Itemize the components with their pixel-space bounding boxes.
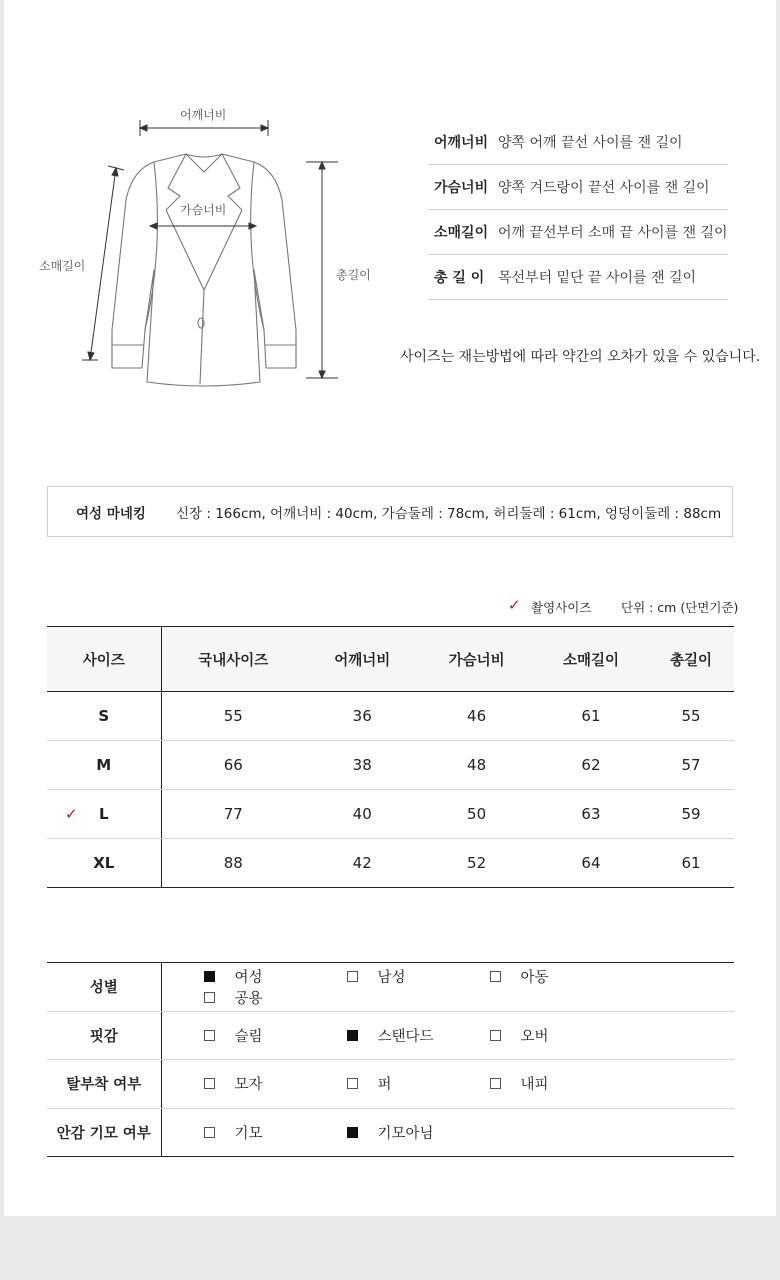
definition-row <box>428 165 728 210</box>
table-row <box>47 790 734 839</box>
option-fur <box>347 1073 490 1094</box>
definition-term: 어깨너비 <box>434 135 489 151</box>
measurement-definitions <box>428 120 728 300</box>
option-label: 오버 <box>520 1028 549 1045</box>
option-male <box>347 966 490 987</box>
checkbox-icon <box>490 1030 501 1041</box>
checkbox-icon <box>490 971 501 982</box>
definition-term: 총 길 이 <box>434 270 485 286</box>
attribute-label: 안감 기모 여부 <box>47 1108 161 1157</box>
option-unisex <box>204 987 347 1008</box>
diagram-sleeve-label: 소매길이 <box>39 259 86 273</box>
checkbox-icon <box>204 1030 215 1041</box>
attribute-row-fit <box>47 1011 734 1060</box>
header-cell: 총길이 <box>648 627 734 692</box>
option-fleece <box>204 1122 347 1143</box>
table-row <box>47 741 734 790</box>
option-kids <box>490 966 633 987</box>
header-cell: 사이즈 <box>47 627 161 692</box>
option-slim <box>204 1025 347 1046</box>
option-hood <box>204 1073 347 1094</box>
definition-term: 소매길이 <box>434 225 489 241</box>
size-label: S <box>98 707 110 725</box>
size-cell <box>47 741 161 790</box>
attribute-label: 성별 <box>47 963 161 1012</box>
value-cell: 88 <box>161 839 305 888</box>
diagram-total-label: 총길이 <box>336 268 371 282</box>
definition-desc: 목선부터 밑단 끝 사이를 잰 길이 <box>498 270 697 286</box>
size-cell <box>47 692 161 741</box>
checkbox-icon <box>347 1127 358 1138</box>
header-cell: 소매길이 <box>534 627 648 692</box>
value-cell: 42 <box>305 839 419 888</box>
photo-size-legend: 촬영사이즈 <box>531 600 592 615</box>
value-cell: 63 <box>534 790 648 839</box>
checkbox-icon <box>204 1127 215 1138</box>
option-standard <box>347 1025 490 1046</box>
option-label: 모자 <box>234 1077 263 1094</box>
size-cell <box>47 790 161 839</box>
header-cell: 국내사이즈 <box>161 627 305 692</box>
definition-desc: 양쪽 겨드랑이 끝선 사이를 잰 길이 <box>498 180 710 196</box>
value-cell: 61 <box>648 839 734 888</box>
option-label: 남성 <box>377 969 406 986</box>
header-cell: 가슴너비 <box>419 627 533 692</box>
option-liner <box>490 1073 633 1094</box>
diagram-chest-label: 가슴너비 <box>180 203 227 217</box>
option-label: 공용 <box>234 990 263 1007</box>
attribute-options <box>161 1108 734 1157</box>
definition-row <box>428 120 728 165</box>
header-cell: 어깨너비 <box>305 627 419 692</box>
value-cell: 48 <box>419 741 533 790</box>
option-label: 슬림 <box>234 1028 263 1045</box>
value-cell: 50 <box>419 790 533 839</box>
definition-term: 가슴너비 <box>434 180 489 196</box>
size-label: XL <box>93 854 115 872</box>
value-cell: 59 <box>648 790 734 839</box>
checkbox-icon <box>204 992 215 1003</box>
measurement-note: 사이즈는 재는방법에 따라 약간의 오차가 있을 수 있습니다. <box>400 349 761 365</box>
definition-desc: 어깨 끝선부터 소매 끝 사이를 잰 길이 <box>498 225 728 241</box>
option-label: 여성 <box>234 969 263 986</box>
option-label: 아동 <box>520 969 549 986</box>
size-table-header <box>47 627 734 692</box>
value-cell: 62 <box>534 741 648 790</box>
option-female <box>204 966 347 987</box>
option-label: 기모아님 <box>377 1125 434 1142</box>
value-cell: 38 <box>305 741 419 790</box>
value-cell: 46 <box>419 692 533 741</box>
attribute-label: 핏감 <box>47 1011 161 1060</box>
definition-row <box>428 255 728 300</box>
size-label: M <box>96 756 112 774</box>
attribute-options <box>161 1011 734 1060</box>
definition-desc: 양쪽 어깨 끝선 사이를 잰 길이 <box>498 135 683 151</box>
attribute-options <box>161 963 734 1012</box>
attribute-label: 탈부착 여부 <box>47 1060 161 1109</box>
definition-row <box>428 210 728 255</box>
option-no-fleece <box>347 1122 490 1143</box>
diagram-shoulder-label: 어깨너비 <box>180 108 227 122</box>
checkbox-icon <box>347 1030 358 1041</box>
option-label: 내피 <box>520 1077 549 1094</box>
attribute-table <box>47 962 734 1157</box>
value-cell: 36 <box>305 692 419 741</box>
option-over <box>490 1025 633 1046</box>
value-cell: 52 <box>419 839 533 888</box>
option-label: 퍼 <box>377 1077 392 1094</box>
attribute-row-detachable <box>47 1060 734 1109</box>
size-guide-page <box>4 0 776 1216</box>
option-label: 기모 <box>234 1125 263 1142</box>
attribute-row-fleece-lining <box>47 1108 734 1157</box>
table-row <box>47 839 734 888</box>
size-label: L <box>98 805 109 823</box>
mannequin-measurements: 신장 : 166cm, 어깨너비 : 40cm, 가슴둘레 : 78cm, 허리둘레 : 61cm, 엉덩이둘레 : 88cm <box>176 505 722 522</box>
value-cell: 64 <box>534 839 648 888</box>
size-table <box>47 626 734 888</box>
value-cell: 40 <box>305 790 419 839</box>
value-cell: 55 <box>648 692 734 741</box>
value-cell: 77 <box>161 790 305 839</box>
attribute-options <box>161 1060 734 1109</box>
check-icon: ✓ <box>508 596 521 614</box>
value-cell: 61 <box>534 692 648 741</box>
checkbox-icon <box>490 1078 501 1089</box>
value-cell: 66 <box>161 741 305 790</box>
table-row <box>47 692 734 741</box>
jacket-outline <box>112 154 296 386</box>
jacket-diagram <box>4 0 384 400</box>
check-icon: ✓ <box>65 805 78 823</box>
checkbox-icon <box>204 971 215 982</box>
checkbox-icon <box>347 1078 358 1089</box>
unit-label: 단위 : cm (단면기준) <box>621 600 739 615</box>
checkbox-icon <box>204 1078 215 1089</box>
checkbox-icon <box>347 971 358 982</box>
mannequin-info-box <box>47 486 733 537</box>
option-label: 스탠다드 <box>377 1028 434 1045</box>
attribute-row-gender <box>47 963 734 1012</box>
mannequin-label: 여성 마네킹 <box>76 505 146 522</box>
value-cell: 57 <box>648 741 734 790</box>
value-cell: 55 <box>161 692 305 741</box>
size-cell <box>47 839 161 888</box>
